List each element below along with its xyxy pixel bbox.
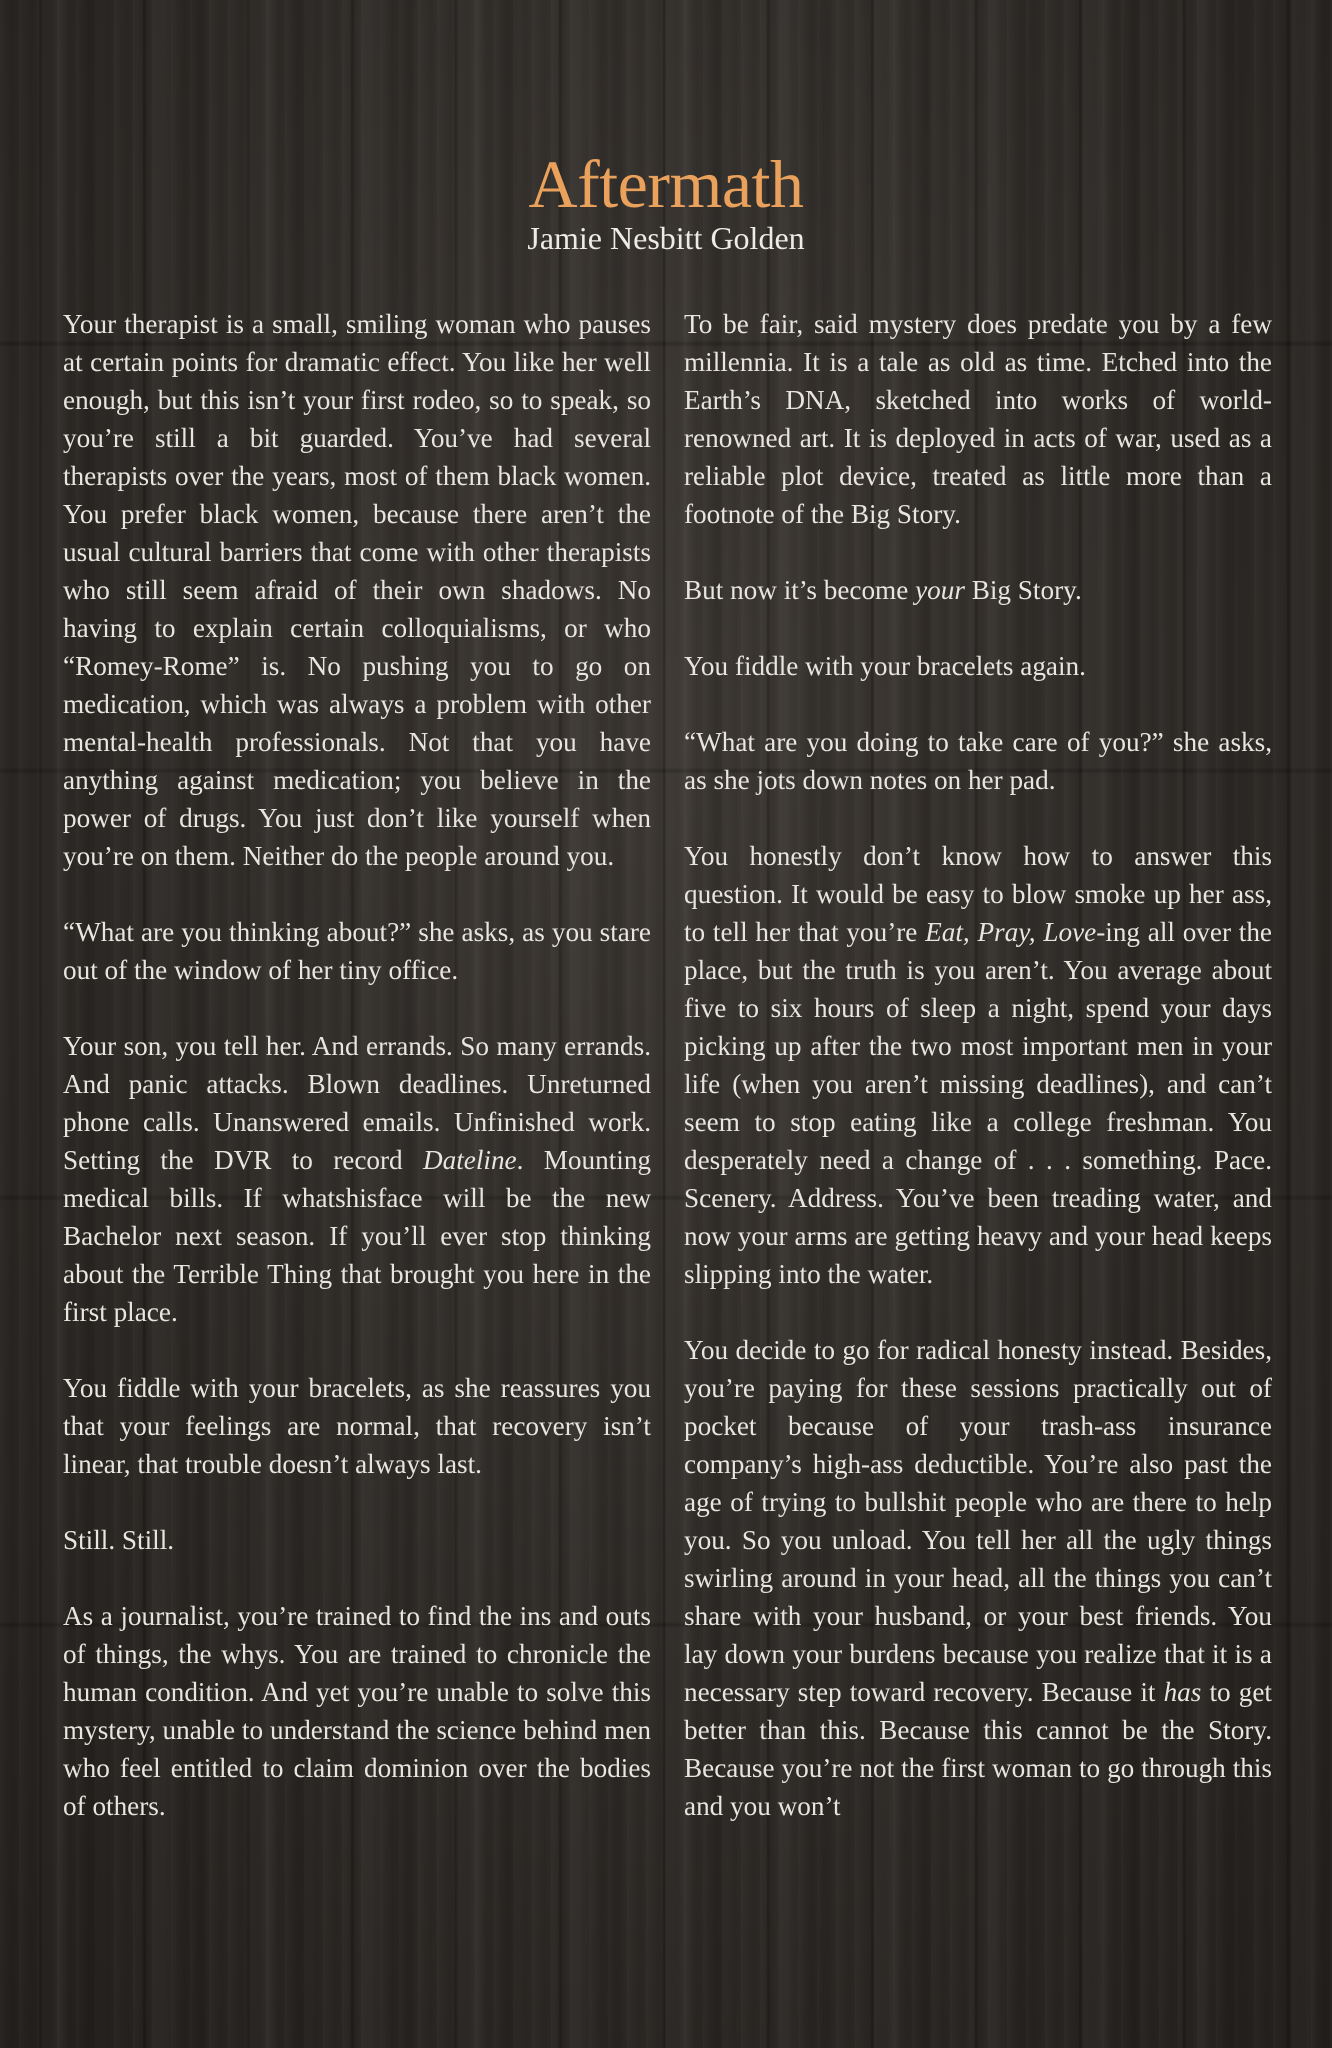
text-run: Your son, you tell her. And errands. So many errands. And panic attacks. Blown deadlines. Unreturned phone calls. Unanswered emails. Unfinished work. Setting the DVR to record xyxy=(63,1031,651,1175)
text-run: Big Story. xyxy=(964,575,1082,605)
page-title: Aftermath xyxy=(528,146,804,222)
right-column xyxy=(684,305,1272,1825)
paragraph xyxy=(684,837,1272,1293)
italic-emphasis: your xyxy=(915,575,965,605)
text-run: You decide to go for radical honesty instead. Besides, you’re paying for these sessions practically out of pocket because of your trash-ass insurance company’s high-ass deductible. You’re also past the age of trying to bullshit people who are there to help you. So you unload. You tell her all the ugly things swirling around in your head, all the things you can’t share with your husband, or your best friends. You lay down your burdens because you realize that it is a necessary step toward recovery. Because it xyxy=(684,1335,1272,1707)
paragraph: Still. Still. xyxy=(63,1525,175,1555)
paragraph xyxy=(684,571,1272,609)
author-byline: Jamie Nesbitt Golden xyxy=(527,220,805,256)
paragraph xyxy=(684,1331,1272,1825)
paragraph: “What are you thinking about?” she asks, as you stare out of the window of her tiny office. xyxy=(63,917,651,985)
paragraph: You fiddle with your bracelets, as she reassures you that your feelings are normal, that recovery isn’t linear, that trouble doesn’t always last. xyxy=(63,1373,651,1479)
italic-emphasis: has xyxy=(1163,1677,1202,1707)
paragraph: To be fair, said mystery does predate you by a few millennia. It is a tale as old as time. Etched into the Earth’s DNA, sketched into works of world-renowned art. It is deployed in acts of war, used as a reliable plot device, treated as little more than a footnote of the Big Story. xyxy=(684,309,1272,529)
left-column xyxy=(63,305,651,1825)
text-run: to get better than this. Because this cannot be the Story. Because you’re not the first woman to go through this and you won’t xyxy=(684,1677,1272,1821)
paragraph: You fiddle with your bracelets again. xyxy=(684,651,1086,681)
text-run: -ing all over the place, but the truth is you aren’t. You average about five to six hours of sleep a night, spend your days picking up after the two most important men in your life (when you aren’t missing deadlines), and can’t seem to stop eating like a college freshman. You desperately need a change of . . . something. Pace. Scenery. Address. You’ve been treading water, and now your arms are getting heavy and your head keeps slipping into the water. xyxy=(684,917,1272,1289)
italic-title: Dateline xyxy=(422,1145,517,1175)
text-run: . Mounting medical bills. If whatshisface will be the new Bachelor next season. If you’ll ever stop thinking about the Terrible Thing that brought you here in the first place. xyxy=(63,1145,652,1327)
text-run: You honestly don’t know how to answer this question. It would be easy to blow smoke up her ass, to tell her that you’re xyxy=(684,841,1272,947)
paragraph: As a journalist, you’re trained to find the ins and outs of things, the whys. You are trained to chronicle the human condition. And yet you’re unable to solve this mystery, unable to understand the science behind men who feel entitled to claim dominion over the bodies of others. xyxy=(63,1601,651,1821)
italic-title: Eat, Pray, Love xyxy=(925,917,1097,947)
paragraph xyxy=(63,1027,651,1331)
header xyxy=(0,148,1332,256)
paragraph: Your therapist is a small, smiling woman who pauses at certain points for dramatic effect. You like her well enough, but this isn’t your first rodeo, so to speak, so you’re still a bit guarded. You’ve had several therapists over the years, most of them black women. You prefer black women, because there aren’t the usual cultural barriers that come with other therapists who still seem afraid of their own shadows. No having to explain certain colloquialisms, or who “Romey-Rome” is. No pushing you to go on medication, which was always a problem with other mental-health professionals. Not that you have anything against medication; you believe in the power of drugs. You just don’t like yourself when you’re on them. Neither do the people around you. xyxy=(63,309,651,871)
paragraph: “What are you doing to take care of you?” she asks, as she jots down notes on her pad. xyxy=(684,727,1272,795)
text-run: But now it’s become xyxy=(684,575,916,605)
